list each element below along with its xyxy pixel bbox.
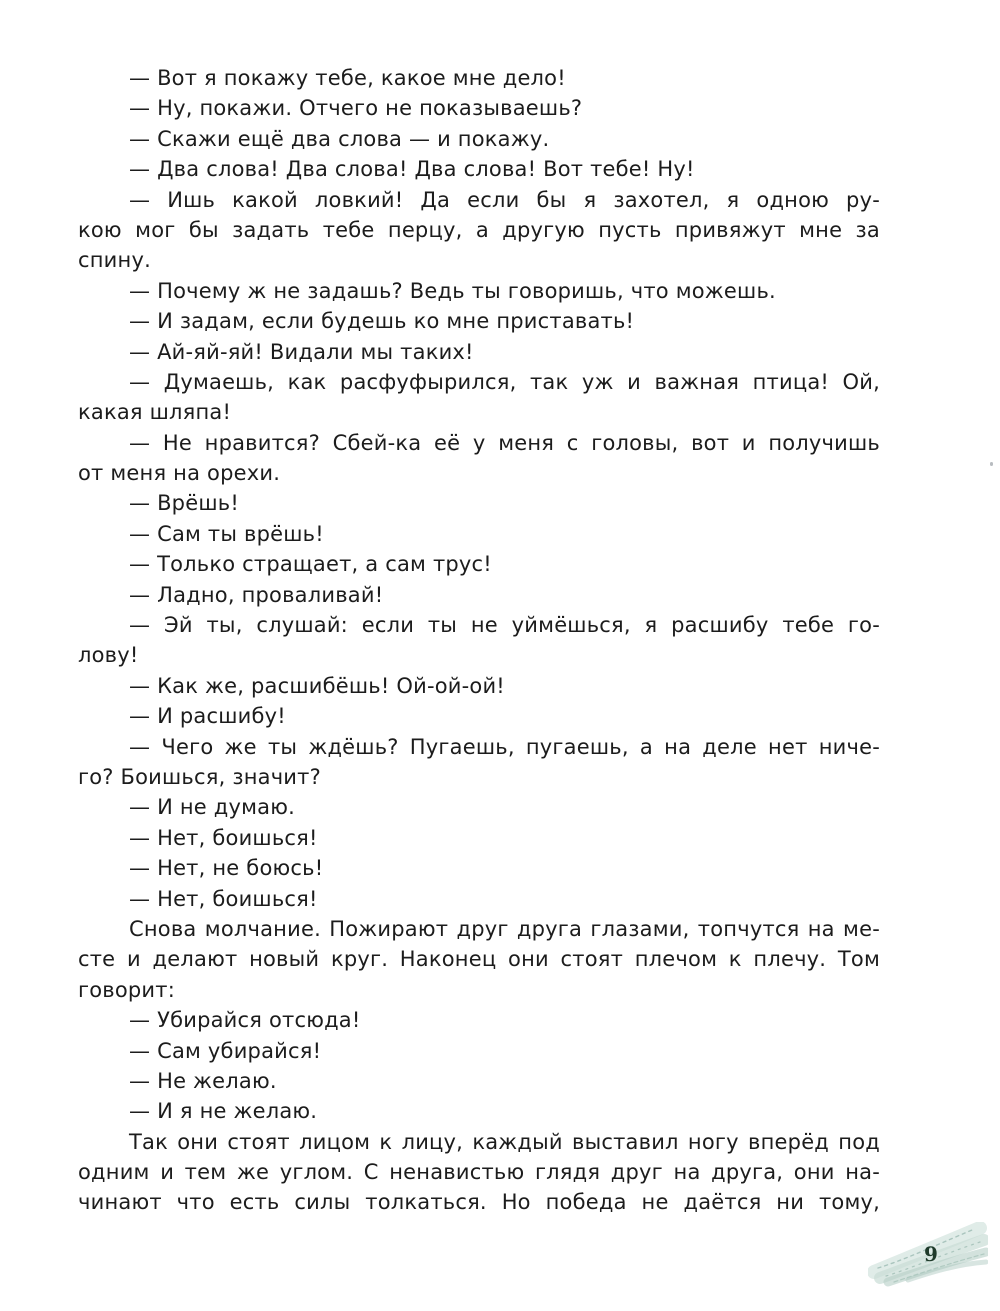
scan-speck	[990, 462, 993, 466]
text-line: — Врёшь!	[129, 491, 239, 516]
text-line: — Сам ты врёшь!	[129, 521, 324, 546]
text-line: одним и тем же углом. С ненавистью глядя друг на друга, они на-	[78, 1160, 880, 1185]
text-line: — Ишь какой ловкий! Да если бы я захотел, я одною ру-	[129, 187, 880, 212]
text-line: го? Боишься, значит?	[78, 764, 321, 789]
text-line: лову!	[78, 643, 139, 668]
text-line: — Думаешь, как расфуфырился, так уж и важная птица! Ой,	[129, 369, 880, 394]
text-line: — И я не желаю.	[129, 1099, 318, 1124]
text-line: — И расшибу!	[129, 704, 286, 729]
text-line: — И не думаю.	[129, 795, 295, 820]
text-line: — Сам убирайся!	[129, 1038, 322, 1063]
text-line: — Ну, покажи. Отчего не показываешь?	[129, 96, 583, 121]
text-line: — Не нравится? Сбей-ка её у меня с головы, вот и получишь	[129, 430, 880, 455]
text-line: — Скажи ещё два слова — и покажу.	[129, 126, 550, 151]
text-line: — И задам, если будешь ко мне приставать!	[129, 309, 635, 334]
text-line: — Чего же ты ждёшь? Пугаешь, пугаешь, а на деле нет ниче-	[129, 734, 880, 759]
text-line: — Нет, боишься!	[129, 825, 318, 850]
text-line: сте и делают новый круг. Наконец они стоят плечом к плечу. Том	[78, 947, 880, 972]
page-number-area	[868, 1222, 988, 1288]
text-line: Так они стоят лицом к лицу, каждый выставил ногу вперёд под	[129, 1129, 880, 1154]
text-line: — Ай-яй-яй! Видали мы таких!	[129, 339, 474, 364]
text-line: Снова молчание. Пожирают друг друга глазами, топчутся на ме-	[129, 916, 880, 941]
text-line: — Убирайся отсюда!	[129, 1008, 361, 1033]
text-line: — Почему ж не задашь? Ведь ты говоришь, что можешь.	[129, 278, 776, 303]
text-line: спину.	[78, 248, 151, 273]
text-line: — Вот я покажу тебе, какое мне дело!	[129, 66, 566, 90]
text-line: — Два слова! Два слова! Два слова! Вот тебе! Ну!	[129, 157, 695, 182]
text-line: — Эй ты, слушай: если ты не уймёшься, я расшибу тебе го-	[129, 613, 880, 638]
text-column	[78, 63, 880, 1218]
text-line: кою мог бы задать тебе перцу, а другую пусть привяжут мне за	[78, 217, 880, 242]
text-line: — Ладно, проваливай!	[129, 582, 384, 607]
text-line: — Не желаю.	[129, 1068, 277, 1093]
text-line: от меня на орехи.	[78, 461, 281, 486]
text-line: чинают что есть силы толкаться. Но победа не даётся ни тому,	[78, 1190, 880, 1215]
text-line: — Как же, расшибёшь! Ой-ой-ой!	[129, 673, 505, 698]
text-line: — Нет, не боюсь!	[129, 856, 324, 881]
page-number: 9	[924, 1242, 938, 1266]
text-line: говорит:	[78, 977, 175, 1002]
text-line: какая шляпа!	[78, 400, 232, 425]
text-line: — Только стращает, а сам трус!	[129, 552, 492, 577]
text-line: — Нет, боишься!	[129, 886, 318, 911]
